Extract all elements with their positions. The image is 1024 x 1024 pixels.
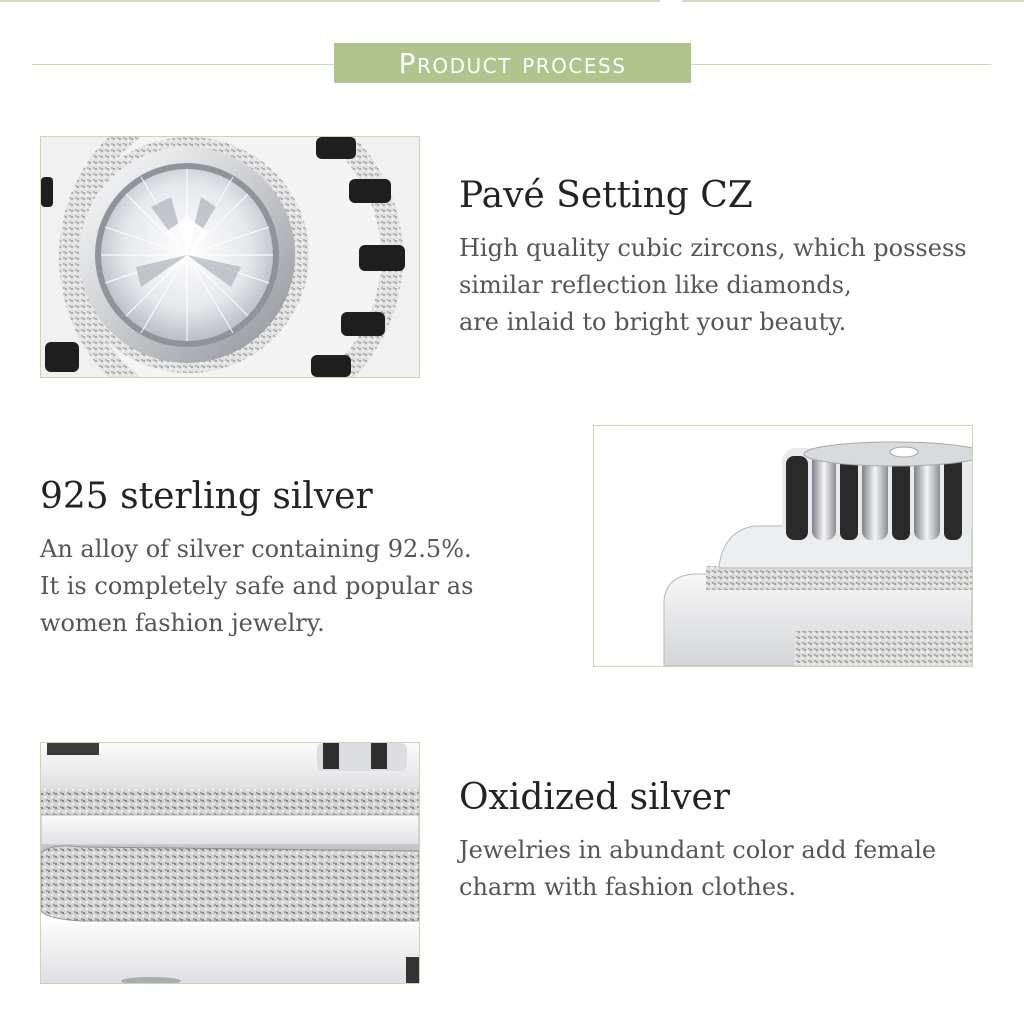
header-line-left xyxy=(32,64,334,65)
feature-text-silver xyxy=(40,531,473,642)
photo-oxidized-band xyxy=(40,742,420,984)
feature-line: An alloy of silver containing 92.5%. xyxy=(40,535,472,563)
banner-title: Product process xyxy=(398,46,627,80)
section-banner xyxy=(334,43,691,83)
feature-title-silver: 925 sterling silver xyxy=(40,476,373,517)
header-line-right xyxy=(691,64,991,65)
feature-title-cz: Pavé Setting CZ xyxy=(459,175,753,216)
top-rule-left xyxy=(0,0,660,2)
feature-line: High quality cubic zircons, which possess xyxy=(459,234,967,262)
photo-silver-crown xyxy=(593,425,973,667)
photo-cz-stone xyxy=(40,136,420,378)
feature-title-oxidized: Oxidized silver xyxy=(459,777,731,818)
feature-line: women fashion jewelry. xyxy=(40,609,325,637)
feature-line: Jewelries in abundant color add female xyxy=(459,836,937,864)
feature-line: are inlaid to bright your beauty. xyxy=(459,308,847,336)
feature-text-oxidized xyxy=(459,832,936,906)
top-rule-right xyxy=(682,0,1024,2)
feature-line: similar reflection like diamonds, xyxy=(459,271,852,299)
feature-line: It is completely safe and popular as xyxy=(40,572,474,600)
feature-text-cz xyxy=(459,230,967,341)
feature-line: charm with fashion clothes. xyxy=(459,873,797,901)
